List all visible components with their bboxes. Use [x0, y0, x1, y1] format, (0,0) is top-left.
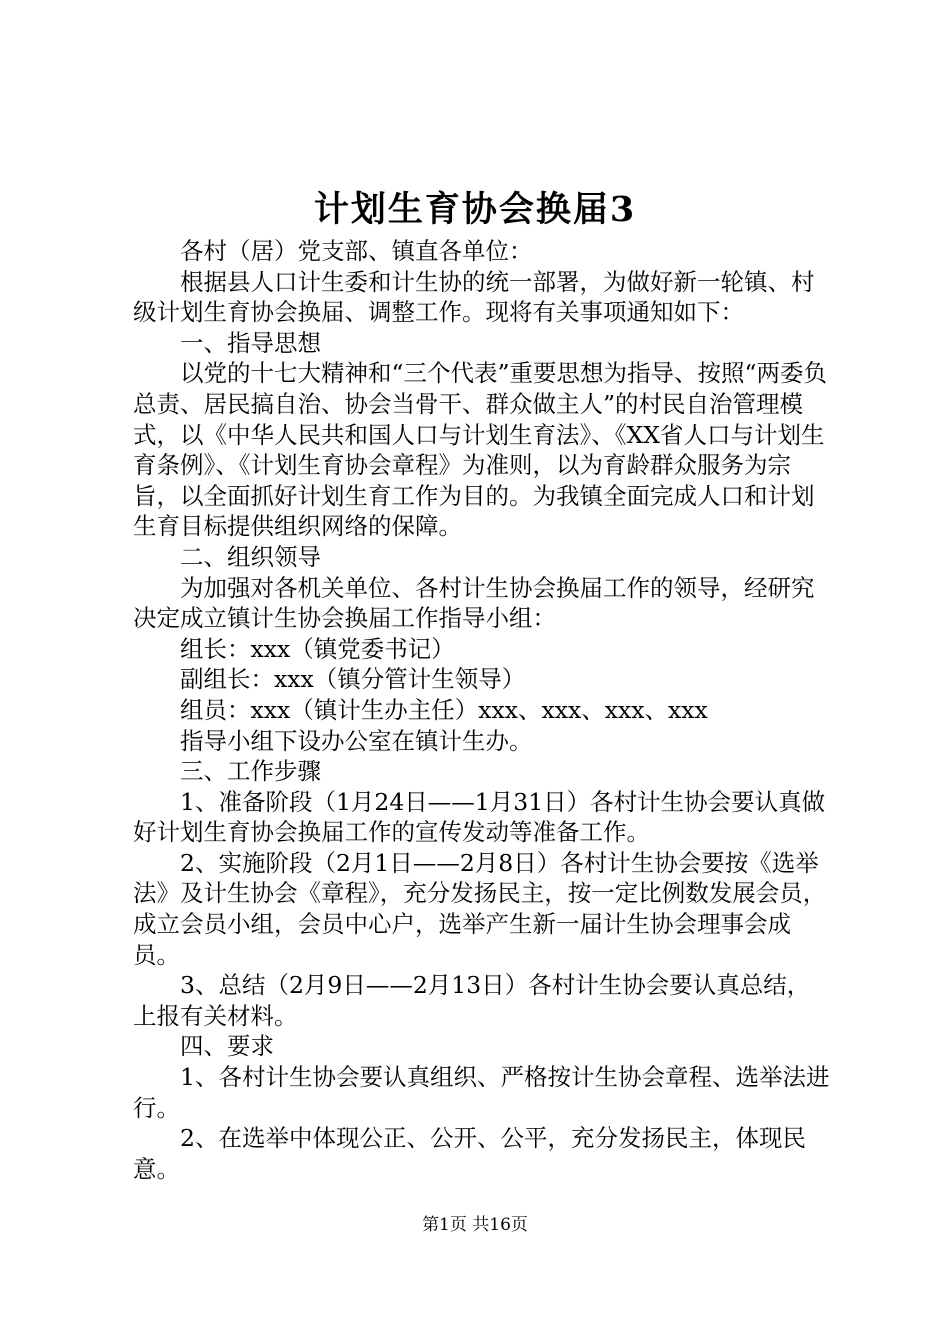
section-heading-requirements: 四、要求	[180, 1032, 274, 1061]
page-number-footer: 第1页 共16页	[422, 1215, 528, 1235]
paragraph-requirement-2: 2、在选举中体现公正、公开、公平，充分发扬民主，体现民意。	[133, 1124, 806, 1183]
paragraph-leadership: 为加强对各机关单位、各村计生协会换届工作的领导，经研究决定成立镇计生协会换届工作指导小组：	[133, 573, 815, 633]
paragraph-deputy-leader: 副组长：xxx（镇分管计生领导）	[180, 665, 526, 694]
paragraph-group-members: 组员：xxx（镇计生办主任）xxx、xxx、xxx、xxx	[180, 695, 708, 724]
paragraph-step-preparation: 1、准备阶段（1月24日——1月31日）各村计生协会要认真做好计划生育协会换届工作的宣传发动等准备工作。	[133, 787, 826, 847]
paragraph-guiding-ideology: 以党的十七大精神和“三个代表”重要思想为指导、按照“两委负总责、居民搞自治、协会当骨干、群众做主人”的村民自治管理模式，以《中华人民共和国人口与计划生育法》、《XX省人口与计划生育条例》、《计划生育协会章程》为准则，以为育龄群众服务为宗旨，以全面抓好计划生育工作为目的。为我镇全面完成人口和计划生育目标提供组织网络的保障。	[133, 359, 828, 541]
paragraph-step-summary: 3、总结（2月9日——2月13日）各村计生协会要认真总结，上报有关材料。	[133, 971, 811, 1030]
section-heading-guiding-ideology: 一、指导思想	[180, 328, 321, 357]
paragraph-requirement-1: 1、各村计生协会要认真组织、严格按计生协会章程、选举法进行。	[133, 1063, 830, 1122]
paragraph-intro: 根据县人口计生委和计生协的统一部署，为做好新一轮镇、村级计划生育协会换届、调整工作。现将有关事项通知如下：	[133, 267, 815, 327]
section-heading-work-steps: 三、工作步骤	[180, 757, 321, 786]
section-heading-leadership: 二、组织领导	[180, 542, 321, 571]
document-body	[133, 236, 830, 1184]
paragraph-office: 指导小组下设办公室在镇计生办。	[180, 726, 533, 755]
paragraph-step-implementation: 2、实施阶段（2月1日——2月8日）各村计生协会要按《选举法》及计生协会《章程》，充分发扬民主，按一定比例数发展会员，成立会员小组，会员中心户，选举产生新一届计生协会理事会成员。	[133, 848, 827, 969]
document-title: 计划生育协会换届3	[313, 189, 637, 230]
paragraph-salutation: 各村（居）党支部、镇直各单位：	[180, 237, 533, 265]
paragraph-group-leader: 组长：xxx（镇党委书记）	[180, 634, 455, 663]
